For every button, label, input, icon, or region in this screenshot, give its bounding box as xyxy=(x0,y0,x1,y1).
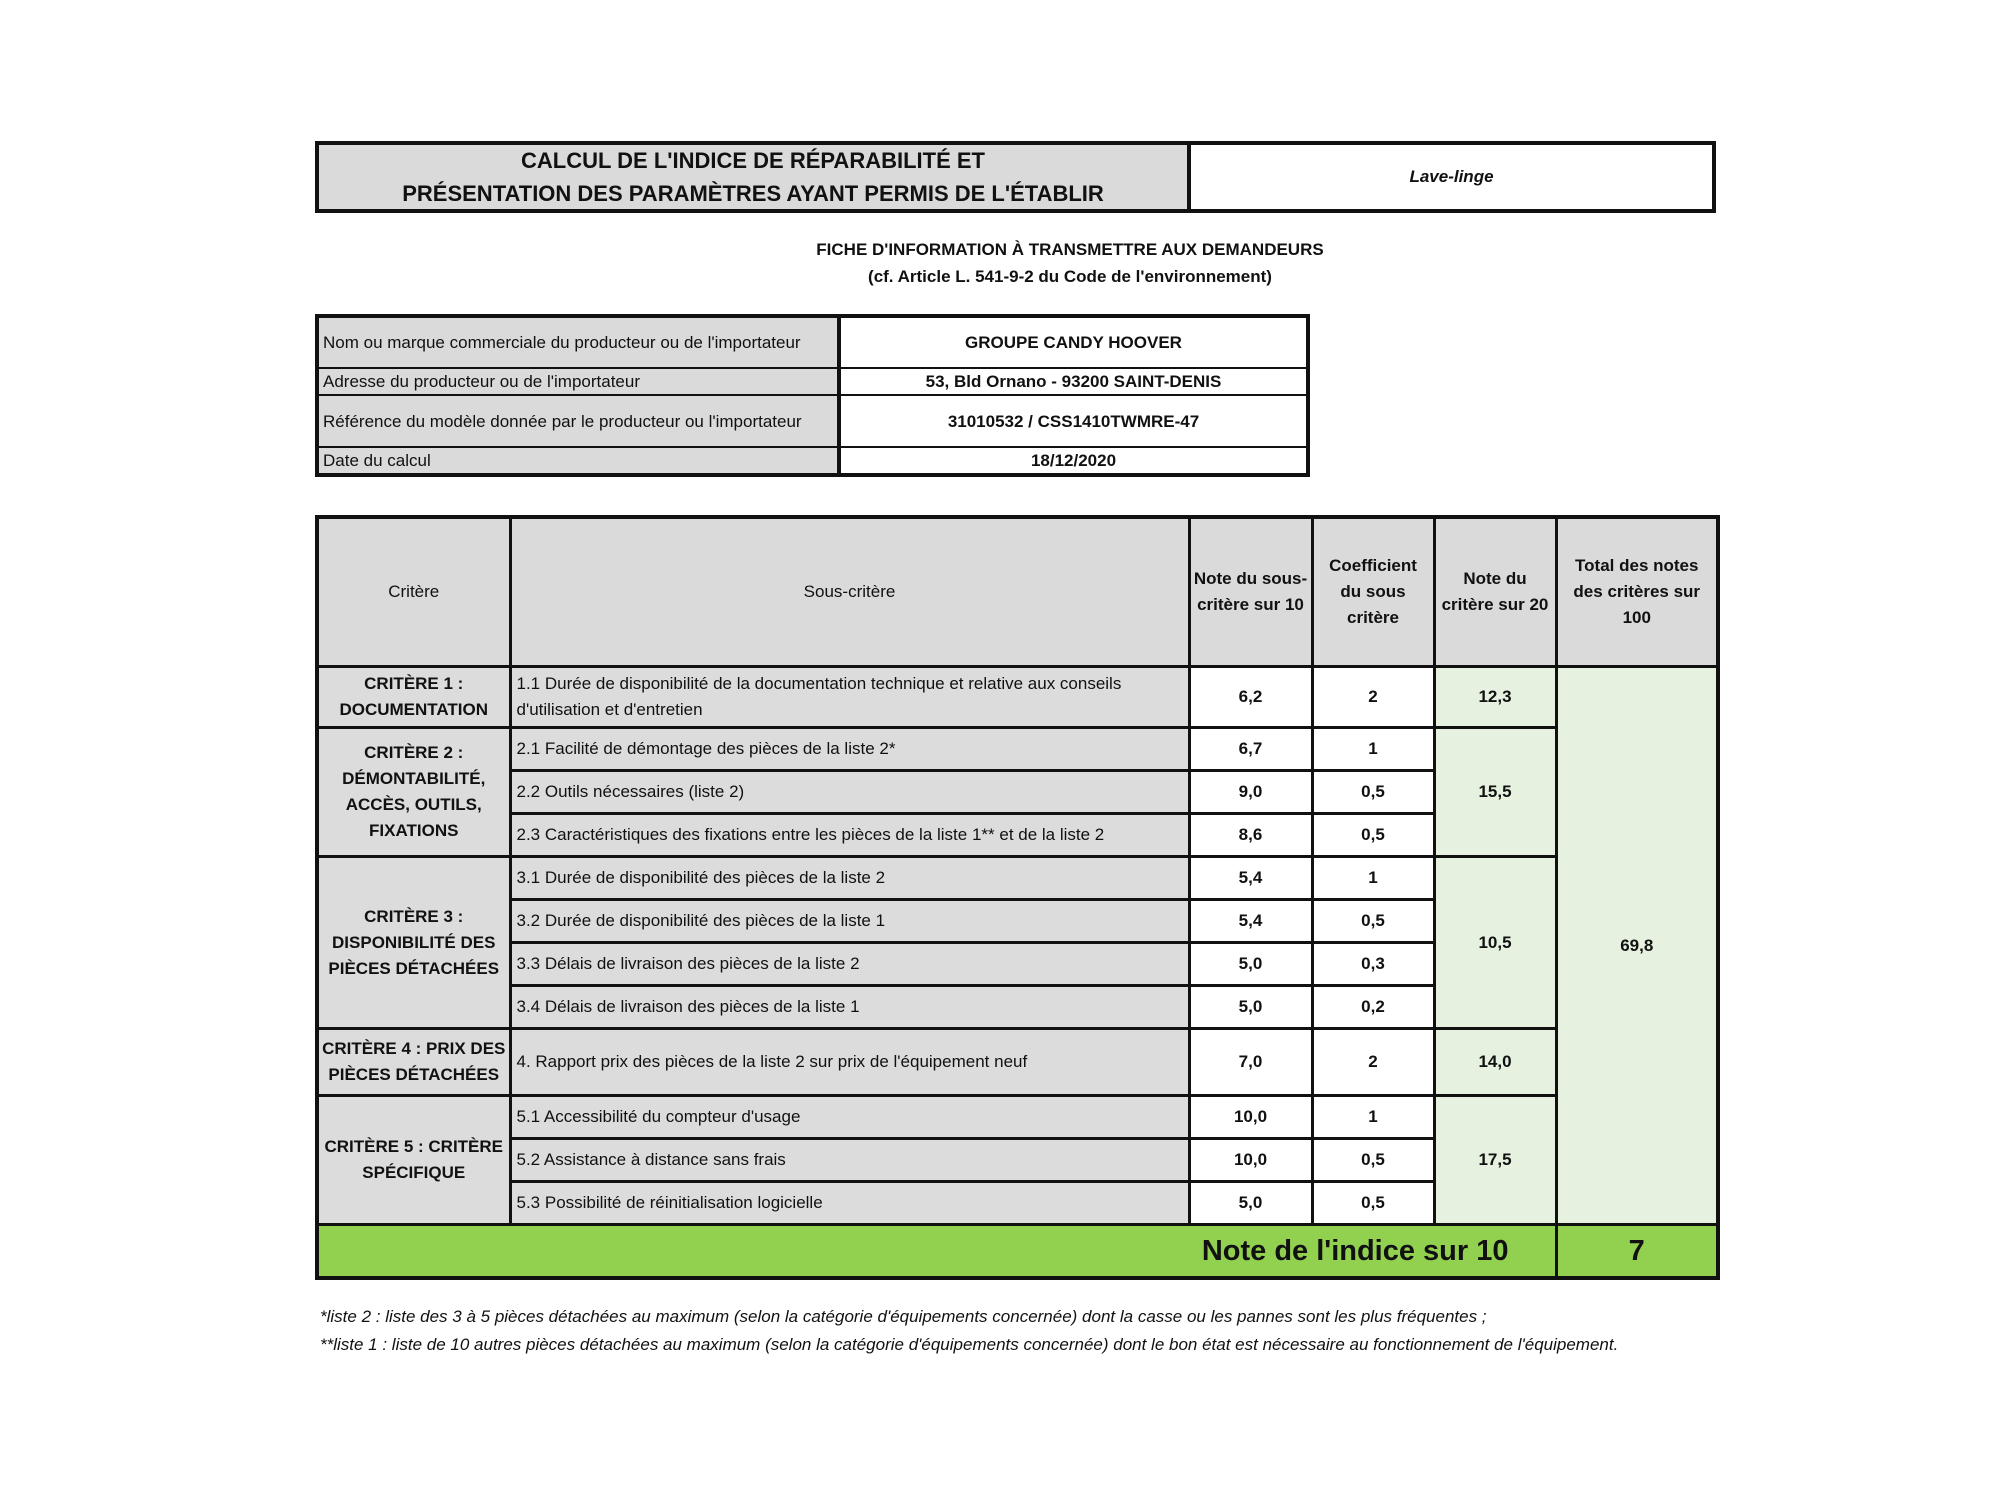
sub-criterion-note: 5,0 xyxy=(1189,986,1312,1029)
sub-criterion-label: 3.2 Durée de disponibilité des pièces de la liste 1 xyxy=(510,900,1189,943)
footnotes xyxy=(320,1303,1710,1359)
table-row xyxy=(317,667,1718,728)
criterion-name: CRITÈRE 1 : DOCUMENTATION xyxy=(317,667,510,728)
header-note-critere: Note du critère sur 20 xyxy=(1434,517,1556,667)
sub-criterion-label: 2.3 Caractéristiques des fixations entre les pièces de la liste 1** et de la liste 2 xyxy=(510,814,1189,857)
sub-criterion-note: 8,6 xyxy=(1189,814,1312,857)
criterion-note: 17,5 xyxy=(1434,1096,1556,1225)
subtitle xyxy=(470,236,1670,290)
header-sous-critere: Sous-critère xyxy=(510,517,1189,667)
sub-criterion-label: 3.1 Durée de disponibilité des pièces de la liste 2 xyxy=(510,857,1189,900)
final-index-label: Note de l'indice sur 10 xyxy=(317,1225,1556,1279)
sub-criterion-note: 7,0 xyxy=(1189,1029,1312,1096)
sub-criterion-label: 5.3 Possibilité de réinitialisation logicielle xyxy=(510,1182,1189,1225)
footnote-liste-2: *liste 2 : liste des 3 à 5 pièces détachées au maximum (selon la catégorie d'équipements concernée) dont la casse ou les pannes sont les plus fréquentes ; xyxy=(320,1307,1487,1326)
table-row xyxy=(317,728,1718,771)
table-row xyxy=(317,1096,1718,1139)
table-row xyxy=(317,1029,1718,1096)
document-title xyxy=(319,145,1191,209)
sub-criterion-note: 6,2 xyxy=(1189,667,1312,728)
sub-criterion-coef: 1 xyxy=(1312,1096,1434,1139)
subtitle-line-1: FICHE D'INFORMATION À TRANSMETTRE AUX DEMANDEURS xyxy=(816,240,1324,259)
producer-info-table xyxy=(315,314,1310,477)
sub-criterion-note: 9,0 xyxy=(1189,771,1312,814)
sub-criterion-coef: 0,5 xyxy=(1312,814,1434,857)
criterion-note: 15,5 xyxy=(1434,728,1556,857)
criterion-note: 12,3 xyxy=(1434,667,1556,728)
title-line-2: PRÉSENTATION DES PARAMÈTRES AYANT PERMIS DE L'ÉTABLIR xyxy=(402,181,1104,206)
info-label: Référence du modèle donnée par le producteur ou l'importateur xyxy=(317,395,839,447)
info-row xyxy=(317,447,1308,475)
footnote-liste-1: **liste 1 : liste de 10 autres pièces détachées au maximum (selon la catégorie d'équipements concernée) dont le bon état est nécessaire au fonctionnement de l'équipement. xyxy=(320,1335,1619,1354)
sub-criterion-label: 3.3 Délais de livraison des pièces de la liste 2 xyxy=(510,943,1189,986)
info-label: Nom ou marque commerciale du producteur ou de l'importateur xyxy=(317,316,839,368)
info-label: Date du calcul xyxy=(317,447,839,475)
info-value: 53, Bld Ornano - 93200 SAINT-DENIS xyxy=(839,368,1308,395)
info-row xyxy=(317,316,1308,368)
criterion-name: CRITÈRE 3 : DISPONIBILITÉ DES PIÈCES DÉTACHÉES xyxy=(317,857,510,1029)
info-value: 18/12/2020 xyxy=(839,447,1308,475)
criterion-name: CRITÈRE 4 : PRIX DES PIÈCES DÉTACHÉES xyxy=(317,1029,510,1096)
criterion-name: CRITÈRE 5 : CRITÈRE SPÉCIFIQUE xyxy=(317,1096,510,1225)
header-note-sous-critere: Note du sous-critère sur 10 xyxy=(1189,517,1312,667)
sub-criterion-label: 4. Rapport prix des pièces de la liste 2 sur prix de l'équipement neuf xyxy=(510,1029,1189,1096)
total-score: 69,8 xyxy=(1556,667,1718,1225)
sub-criterion-coef: 2 xyxy=(1312,667,1434,728)
sub-criterion-note: 10,0 xyxy=(1189,1096,1312,1139)
header-coefficient: Coefficient du sous critère xyxy=(1312,517,1434,667)
product-category: Lave-linge xyxy=(1409,167,1494,186)
sub-criterion-coef: 0,5 xyxy=(1312,1182,1434,1225)
info-label: Adresse du producteur ou de l'importateur xyxy=(317,368,839,395)
sub-criterion-coef: 2 xyxy=(1312,1029,1434,1096)
sub-criterion-coef: 1 xyxy=(1312,857,1434,900)
sub-criterion-label: 5.2 Assistance à distance sans frais xyxy=(510,1139,1189,1182)
sub-criterion-label: 2.2 Outils nécessaires (liste 2) xyxy=(510,771,1189,814)
sub-criterion-coef: 0,2 xyxy=(1312,986,1434,1029)
info-value: 31010532 / CSS1410TWMRE-47 xyxy=(839,395,1308,447)
sub-criterion-coef: 0,5 xyxy=(1312,1139,1434,1182)
final-index-value: 7 xyxy=(1556,1225,1718,1279)
sub-criterion-label: 3.4 Délais de livraison des pièces de la liste 1 xyxy=(510,986,1189,1029)
sub-criterion-note: 10,0 xyxy=(1189,1139,1312,1182)
repairability-score-table xyxy=(315,515,1720,1280)
sub-criterion-note: 5,4 xyxy=(1189,857,1312,900)
info-row xyxy=(317,395,1308,447)
sub-criterion-coef: 0,5 xyxy=(1312,900,1434,943)
sub-criterion-coef: 0,3 xyxy=(1312,943,1434,986)
sub-criterion-coef: 0,5 xyxy=(1312,771,1434,814)
info-value: GROUPE CANDY HOOVER xyxy=(839,316,1308,368)
title-line-1: CALCUL DE L'INDICE DE RÉPARABILITÉ ET xyxy=(521,148,985,173)
sub-criterion-note: 5,0 xyxy=(1189,1182,1312,1225)
header-total: Total des notes des critères sur 100 xyxy=(1556,517,1718,667)
header-critere: Critère xyxy=(317,517,510,667)
sub-criterion-coef: 1 xyxy=(1312,728,1434,771)
document-header xyxy=(315,141,1716,213)
sub-criterion-note: 5,0 xyxy=(1189,943,1312,986)
sub-criterion-label: 1.1 Durée de disponibilité de la documentation technique et relative aux conseils d'utilisation et d'entretien xyxy=(510,667,1189,728)
final-index-row xyxy=(317,1225,1718,1279)
info-row xyxy=(317,368,1308,395)
subtitle-line-2: (cf. Article L. 541-9-2 du Code de l'environnement) xyxy=(868,267,1272,286)
sub-criterion-note: 5,4 xyxy=(1189,900,1312,943)
table-header-row xyxy=(317,517,1718,667)
sub-criterion-note: 6,7 xyxy=(1189,728,1312,771)
table-row xyxy=(317,857,1718,900)
sub-criterion-label: 5.1 Accessibilité du compteur d'usage xyxy=(510,1096,1189,1139)
criterion-name: CRITÈRE 2 : DÉMONTABILITÉ, ACCÈS, OUTILS, FIXATIONS xyxy=(317,728,510,857)
sub-criterion-label: 2.1 Facilité de démontage des pièces de la liste 2* xyxy=(510,728,1189,771)
criterion-note: 10,5 xyxy=(1434,857,1556,1029)
criterion-note: 14,0 xyxy=(1434,1029,1556,1096)
